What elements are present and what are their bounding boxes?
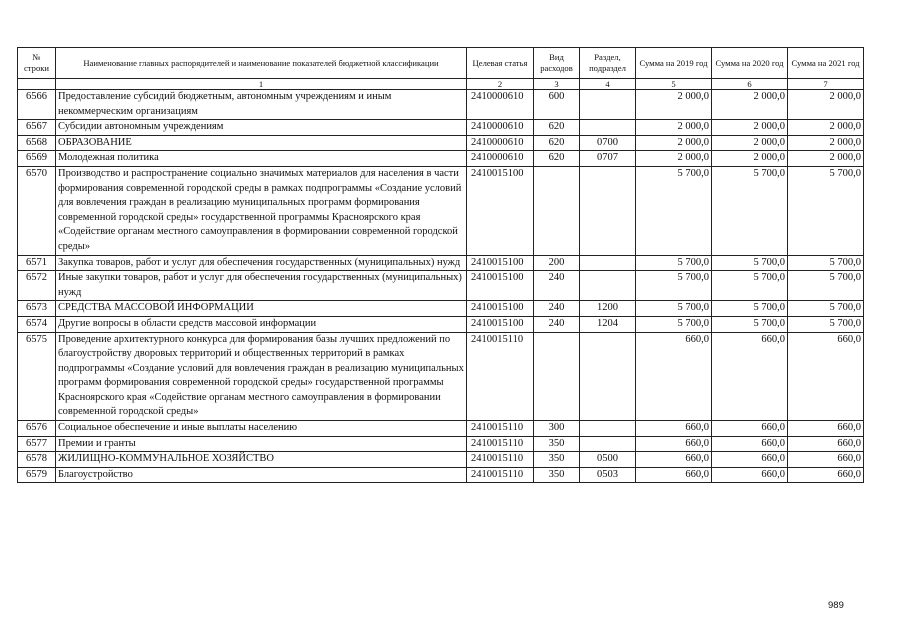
row-sum-2019-cell: 2 000,0 [636, 120, 712, 136]
row-sum-2021-cell: 2 000,0 [788, 120, 864, 136]
row-target-article-cell: 2410015110 [467, 467, 534, 483]
table-row [18, 120, 864, 136]
row-number-cell: 6570 [18, 166, 56, 255]
row-target-article-cell: 2410000610 [467, 151, 534, 167]
row-section-cell [580, 90, 636, 120]
row-number-cell: 6573 [18, 301, 56, 317]
row-expense-kind-cell: 240 [534, 271, 580, 301]
row-sum-2021-cell: 2 000,0 [788, 90, 864, 120]
row-sum-2019-cell: 660,0 [636, 467, 712, 483]
row-target-article-cell: 2410015100 [467, 166, 534, 255]
row-expense-kind-cell: 300 [534, 421, 580, 437]
row-sum-2019-cell: 5 700,0 [636, 316, 712, 332]
row-sum-2020-cell: 2 000,0 [712, 120, 788, 136]
row-sum-2021-cell: 5 700,0 [788, 166, 864, 255]
row-number-cell: 6568 [18, 135, 56, 151]
row-sum-2020-cell: 660,0 [712, 332, 788, 421]
row-sum-2021-cell: 2 000,0 [788, 151, 864, 167]
row-sum-2020-cell: 660,0 [712, 436, 788, 452]
row-sum-2021-cell: 2 000,0 [788, 135, 864, 151]
row-sum-2020-cell: 5 700,0 [712, 301, 788, 317]
row-target-article-cell: 2410000610 [467, 90, 534, 120]
row-section-cell [580, 332, 636, 421]
page-number: 989 [828, 600, 844, 611]
row-sum-2020-cell: 5 700,0 [712, 255, 788, 271]
row-name-cell: ОБРАЗОВАНИЕ [56, 135, 467, 151]
row-sum-2021-cell: 660,0 [788, 436, 864, 452]
row-name-cell: Социальное обеспечение и иные выплаты населению [56, 421, 467, 437]
row-section-cell [580, 120, 636, 136]
column-number: 6 [712, 79, 788, 90]
row-target-article-cell: 2410015110 [467, 332, 534, 421]
row-section-cell [580, 271, 636, 301]
row-target-article-cell: 2410015110 [467, 421, 534, 437]
row-number-cell: 6579 [18, 467, 56, 483]
table-row [18, 255, 864, 271]
row-number-cell: 6578 [18, 452, 56, 468]
row-expense-kind-cell: 200 [534, 255, 580, 271]
row-sum-2021-cell: 660,0 [788, 332, 864, 421]
row-number-cell: 6576 [18, 421, 56, 437]
table-row [18, 151, 864, 167]
row-sum-2020-cell: 2 000,0 [712, 151, 788, 167]
header-row-number: № строки [18, 48, 56, 79]
row-name-cell: Молодежная политика [56, 151, 467, 167]
row-target-article-cell: 2410015110 [467, 452, 534, 468]
row-sum-2020-cell: 2 000,0 [712, 135, 788, 151]
row-sum-2021-cell: 5 700,0 [788, 301, 864, 317]
row-sum-2020-cell: 660,0 [712, 421, 788, 437]
header-section: Раздел, подраздел [580, 48, 636, 79]
row-section-cell: 0500 [580, 452, 636, 468]
table-row [18, 332, 864, 421]
row-name-cell: Иные закупки товаров, работ и услуг для обеспечения государственных (муниципальных) нужд [56, 271, 467, 301]
row-number-cell: 6577 [18, 436, 56, 452]
column-number: 1 [56, 79, 467, 90]
row-number-cell: 6572 [18, 271, 56, 301]
header-name: Наименование главных распорядителей и наименование показателей бюджетной классификации [56, 48, 467, 79]
row-sum-2019-cell: 660,0 [636, 452, 712, 468]
column-number: 5 [636, 79, 712, 90]
row-sum-2020-cell: 5 700,0 [712, 271, 788, 301]
row-number-cell: 6574 [18, 316, 56, 332]
row-sum-2021-cell: 660,0 [788, 452, 864, 468]
row-sum-2021-cell: 660,0 [788, 421, 864, 437]
row-name-cell: Благоустройство [56, 467, 467, 483]
row-sum-2019-cell: 5 700,0 [636, 271, 712, 301]
row-section-cell: 0503 [580, 467, 636, 483]
table-row [18, 467, 864, 483]
row-section-cell: 1204 [580, 316, 636, 332]
row-name-cell: Премии и гранты [56, 436, 467, 452]
row-number-cell: 6569 [18, 151, 56, 167]
row-target-article-cell: 2410000610 [467, 135, 534, 151]
row-number-cell: 6575 [18, 332, 56, 421]
table-row [18, 271, 864, 301]
row-sum-2021-cell: 5 700,0 [788, 316, 864, 332]
row-number-cell: 6566 [18, 90, 56, 120]
row-expense-kind-cell: 600 [534, 90, 580, 120]
row-sum-2019-cell: 2 000,0 [636, 151, 712, 167]
row-expense-kind-cell: 350 [534, 436, 580, 452]
header-sum-2019: Сумма на 2019 год [636, 48, 712, 79]
table-row [18, 166, 864, 255]
row-name-cell: СРЕДСТВА МАССОВОЙ ИНФОРМАЦИИ [56, 301, 467, 317]
row-section-cell [580, 436, 636, 452]
row-sum-2019-cell: 2 000,0 [636, 135, 712, 151]
table-row [18, 421, 864, 437]
row-sum-2020-cell: 2 000,0 [712, 90, 788, 120]
row-target-article-cell: 2410015100 [467, 316, 534, 332]
row-sum-2021-cell: 5 700,0 [788, 255, 864, 271]
row-section-cell [580, 255, 636, 271]
row-number-cell: 6567 [18, 120, 56, 136]
budget-table [17, 47, 864, 483]
table-row [18, 452, 864, 468]
row-sum-2021-cell: 5 700,0 [788, 271, 864, 301]
table-row [18, 90, 864, 120]
column-number: 4 [580, 79, 636, 90]
header-expense-kind: Вид расходов [534, 48, 580, 79]
row-sum-2019-cell: 5 700,0 [636, 166, 712, 255]
column-number: 7 [788, 79, 864, 90]
column-number-row [18, 79, 864, 90]
row-sum-2019-cell: 660,0 [636, 436, 712, 452]
row-sum-2019-cell: 660,0 [636, 421, 712, 437]
row-section-cell [580, 421, 636, 437]
row-name-cell: Другие вопросы в области средств массовой информации [56, 316, 467, 332]
row-sum-2020-cell: 5 700,0 [712, 166, 788, 255]
row-section-cell: 0700 [580, 135, 636, 151]
row-target-article-cell: 2410015100 [467, 271, 534, 301]
row-expense-kind-cell: 620 [534, 151, 580, 167]
table-row [18, 316, 864, 332]
budget-table-sheet [17, 47, 863, 483]
row-sum-2019-cell: 5 700,0 [636, 301, 712, 317]
column-number-blank [18, 79, 56, 90]
row-target-article-cell: 2410015100 [467, 255, 534, 271]
row-sum-2019-cell: 2 000,0 [636, 90, 712, 120]
row-name-cell: Производство и распространение социально значимых материалов для населения в части формирования современной городской среды в рамках подпрограммы «Создание условий для вовлечения граждан в реализацию муниципальных программ формирования современной городской среды» государственной программы Красноярского края «Содействие органам местного самоуправления в формировании современной городской среды» [56, 166, 467, 255]
row-section-cell [580, 166, 636, 255]
row-expense-kind-cell: 240 [534, 316, 580, 332]
header-sum-2020: Сумма на 2020 год [712, 48, 788, 79]
header-target-article: Целевая статья [467, 48, 534, 79]
column-number: 2 [467, 79, 534, 90]
header-sum-2021: Сумма на 2021 год [788, 48, 864, 79]
row-sum-2021-cell: 660,0 [788, 467, 864, 483]
row-target-article-cell: 2410000610 [467, 120, 534, 136]
row-name-cell: Субсидии автономным учреждениям [56, 120, 467, 136]
row-expense-kind-cell [534, 332, 580, 421]
table-row [18, 436, 864, 452]
column-number: 3 [534, 79, 580, 90]
row-sum-2019-cell: 5 700,0 [636, 255, 712, 271]
row-sum-2020-cell: 660,0 [712, 452, 788, 468]
row-number-cell: 6571 [18, 255, 56, 271]
row-target-article-cell: 2410015110 [467, 436, 534, 452]
row-name-cell: Закупка товаров, работ и услуг для обеспечения государственных (муниципальных) нужд [56, 255, 467, 271]
row-expense-kind-cell: 350 [534, 467, 580, 483]
row-expense-kind-cell: 240 [534, 301, 580, 317]
row-target-article-cell: 2410015100 [467, 301, 534, 317]
row-name-cell: Проведение архитектурного конкурса для формирования базы лучших предложений по благоустройству дворовых территорий и общественных территорий в рамках подпрограммы «Создание условий для вовлечения граждан в реализацию муниципальных программ формирования современной городской среды» государственной программы Красноярского края «Содействие органам местного самоуправления в формировании современной городской среды» [56, 332, 467, 421]
row-sum-2019-cell: 660,0 [636, 332, 712, 421]
row-sum-2020-cell: 660,0 [712, 467, 788, 483]
row-name-cell: ЖИЛИЩНО-КОММУНАЛЬНОЕ ХОЗЯЙСТВО [56, 452, 467, 468]
table-header-row [18, 48, 864, 79]
row-section-cell: 1200 [580, 301, 636, 317]
row-sum-2020-cell: 5 700,0 [712, 316, 788, 332]
row-expense-kind-cell: 620 [534, 135, 580, 151]
table-row [18, 301, 864, 317]
row-section-cell: 0707 [580, 151, 636, 167]
row-expense-kind-cell: 350 [534, 452, 580, 468]
row-expense-kind-cell: 620 [534, 120, 580, 136]
row-expense-kind-cell [534, 166, 580, 255]
row-name-cell: Предоставление субсидий бюджетным, автономным учреждениям и иным некоммерческим организациям [56, 90, 467, 120]
table-row [18, 135, 864, 151]
